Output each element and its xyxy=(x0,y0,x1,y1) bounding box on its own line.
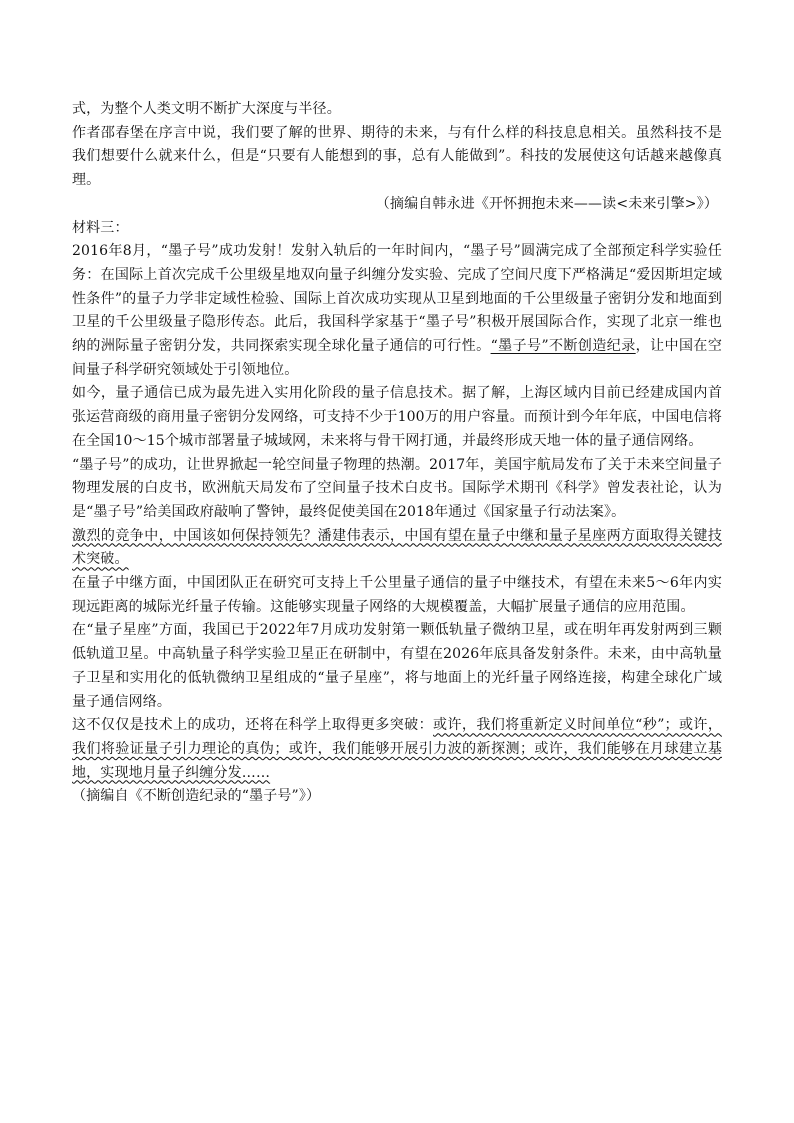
paragraph-breakthrough-text: 这不仅仅是技术上的成功，还将在科学上取得更多突破： xyxy=(72,717,434,734)
paragraph-mozi-launch xyxy=(72,240,722,382)
source-citation-2: （摘编自《不断创造纪录的“墨子号”》） xyxy=(72,788,321,805)
underlined-phrase-record: “墨子号”不断创造纪录 xyxy=(490,338,636,355)
paragraph-author-preface: 作者邵春堡在序言中说，我们要了解的世界、期待的未来，与有什么样的科技息息相关。虽然科技不是我们想要什么就来什么，但是“只要有人能想到的事，总有人能做到”。科技的发展使这句话越来越像真理。 xyxy=(72,124,722,189)
paragraph-quantum-relay: 在量子中继方面，中国团队正在研究可支持上千公里量子通信的量子中继技术，有望在未来5～6年内实现远距离的城际光纤量子传输。这能够实现量子网络的大规模覆盖，大幅扩展量子通信的应用范围。 xyxy=(72,575,722,615)
paragraph-world-reaction: “墨子号”的成功，让世界掀起一轮空间量子物理的热潮。2017年，美国宇航局发布了关于未来空间量子物理发展的白皮书，欧洲航天局发布了空间量子技术白皮书。国际学术期刊《科学》曾发表社论，认为是“墨子号”给美国政府敲响了警钟，最终促使美国在2018年通过《国家量子行动法案》。 xyxy=(72,456,722,520)
paragraph-mozi-launch-text: 2016年8月，“墨子号”成功发射！发射入轨后的一年时间内，“墨子号”圆满完成了全部预定科学实验任务：在国际上首次完成千公里级星地双向量子纠缠分发实验、完成了空间尺度下严格满足“爱因斯坦定域性条件”的量子力学非定域性检验、国际上首次成功实现从卫星到地面的千公里级量子密钥分发和地面到卫星的千公里级量子隐形传态。此后，我国科学家基于“墨子号”积极开展国际合作，实现了北京一维也纳的洲际量子密钥分发，共同探索实现全球化量子通信的可行性。 xyxy=(72,243,722,355)
paragraph-competition-underlined: 激烈的竞争中，中国该如何保持领先？潘建伟表示，中国有望在量子中继和量子星座两方面取得关键技术突破。 xyxy=(72,527,722,568)
paragraph-mozi-launch-tail: ，让中国在空间量子科学研究领域处于引领地位。 xyxy=(72,338,722,378)
source-citation-1: （摘编自韩永进《开怀拥抱未来——读<未来引擎>》） xyxy=(375,195,718,212)
material-three-heading: 材料三： xyxy=(72,219,129,236)
underlined-breakthrough-list: 或许，我们将重新定义时间单位“秒”；或许，我们将验证量子引力理论的真伪；或许，我们能够开展引力波的新探测；或许，我们能够在月球建立基地，实现地月量子纠缠分发…… xyxy=(72,717,722,781)
paragraph-quantum-constellation: 在“量子星座”方面，我国已于2022年7月成功发射第一颗低轨量子微纳卫星，或在明年再发射两到三颗低轨道卫星。中高轨量子科学实验卫星正在研制中，有望在2026年底具备发射条件。未来，由中高轨量子卫星和实用化的低轨微纳卫星组成的“量子星座”，将与地面上的光纤量子网络连接，构建全球化广域量子通信网络。 xyxy=(72,622,722,710)
paragraph-quantum-communication: 如今，量子通信已成为最先进入实用化阶段的量子信息技术。据了解，上海区域内目前已经建成国内首张运营商级的商用量子密钥分发网络，可支持不少于100万的用户容量。而预计到今年年底，中国电信将在全国10～15个城市部署量子城域网，未来将与骨干网打通，并最终形成天地一体的量子通信网络。 xyxy=(72,385,722,449)
paragraph-intro-end: 式，为整个人类文明不断扩大深度与半径。 xyxy=(72,101,341,117)
document-page xyxy=(72,98,722,809)
paragraph-scientific-breakthrough xyxy=(72,714,722,785)
